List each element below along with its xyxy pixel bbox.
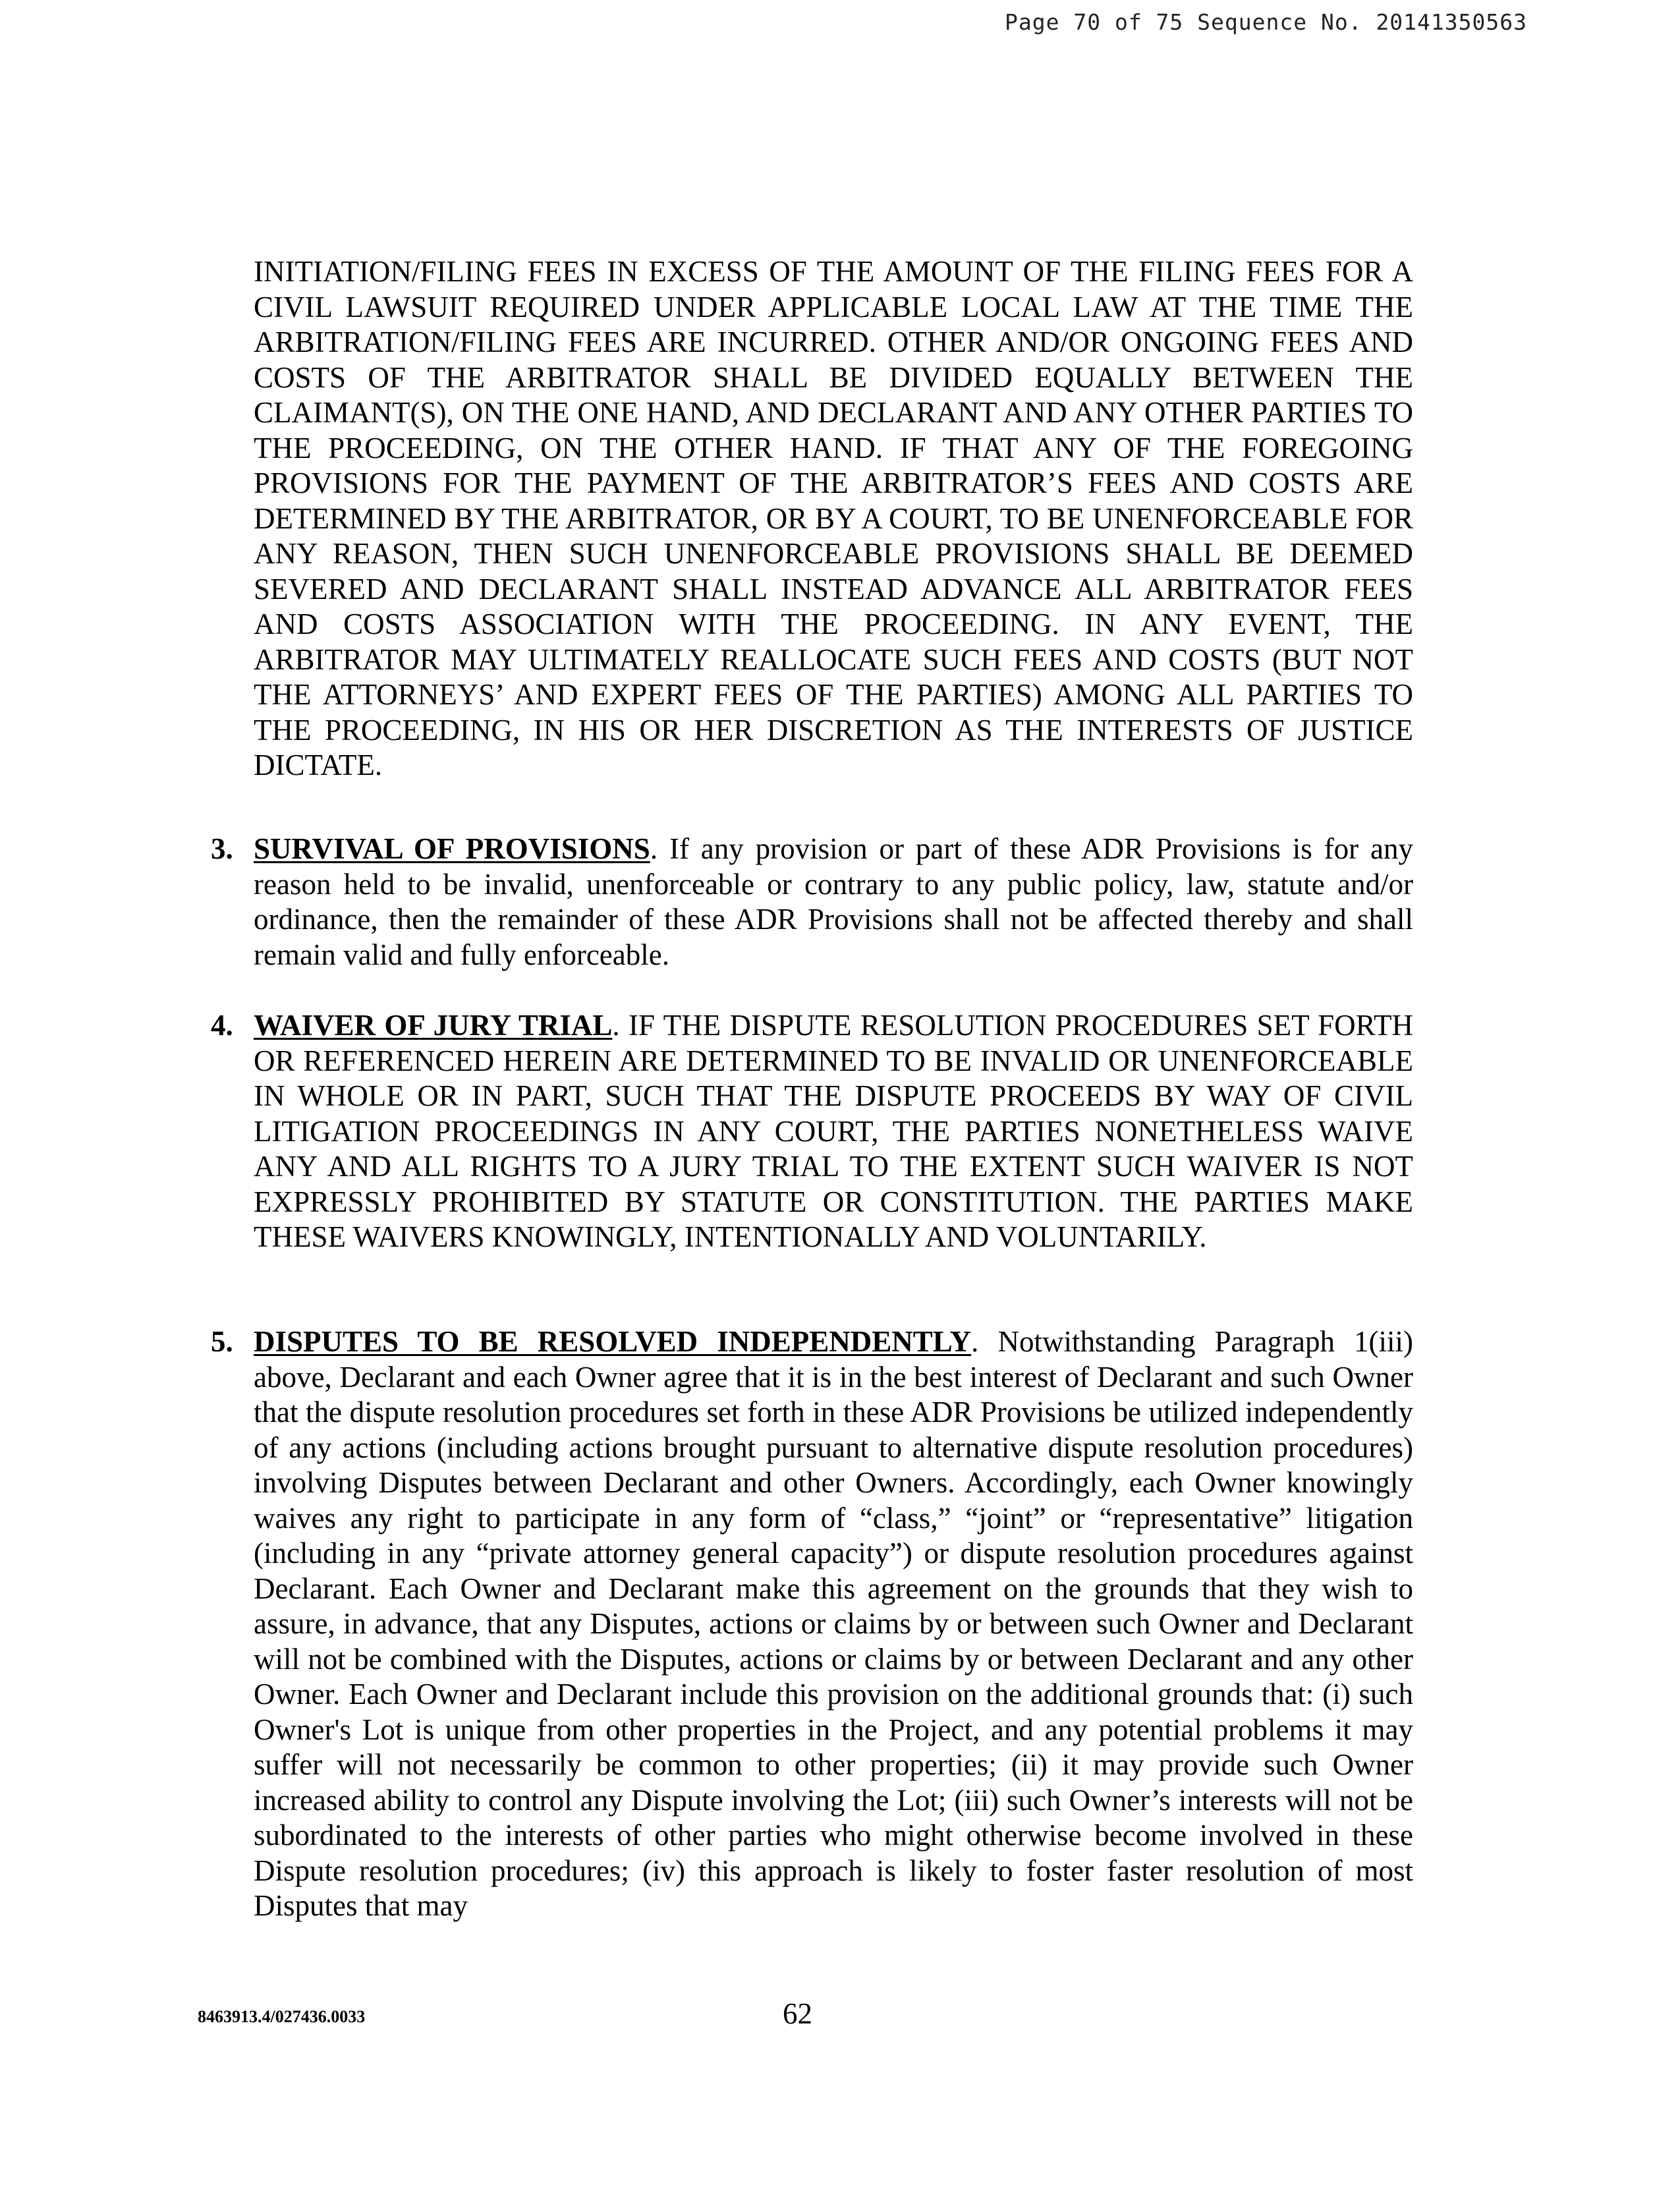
- section-body: [254, 1324, 1413, 1924]
- section-body: [254, 832, 1413, 973]
- section-number: 5.: [211, 1325, 233, 1358]
- section-text: . If any provision or part of these ADR Provisions is for any reason held to be invalid, unenforceable or contrary to any public policy, law, statute and/or ordinance, then the remainder of these ADR Provisions shall not be affected thereby and shall remain valid and fully enforceable.: [254, 832, 1413, 971]
- page-number: 62: [783, 1997, 812, 2030]
- section-heading: WAIVER OF JURY TRIAL: [254, 1009, 613, 1042]
- intro-paragraph: INITIATION/FILING FEES IN EXCESS OF THE AMOUNT OF THE FILING FEES FOR A CIVIL LAWSUIT REQUIRED UNDER APPLICABLE LOCAL LAW AT THE TIME THE ARBITRATION/FILING FEES ARE INCURRED. OTHER AND/OR ONGOING FEES AND COSTS OF THE ARBITRATOR SHALL BE DIVIDED EQUALLY BETWEEN THE CLAIMANT(S), ON THE ONE HAND, AND DECLARANT AND ANY OTHER PARTIES TO THE PROCEEDING, ON THE OTHER HAND. IF THAT ANY OF THE FOREGOING PROVISIONS FOR THE PAYMENT OF THE ARBITRATOR’S FEES AND COSTS ARE DETERMINED BY THE ARBITRATOR, OR BY A COURT, TO BE UNENFORCEABLE FOR ANY REASON, THEN SUCH UNENFORCEABLE PROVISIONS SHALL BE DEEMED SEVERED AND DECLARANT SHALL INSTEAD ADVANCE ALL ARBITRATOR FEES AND COSTS ASSOCIATION WITH THE PROCEEDING. IN ANY EVENT, THE ARBITRATOR MAY ULTIMATELY REALLOCATE SUCH FEES AND COSTS (BUT NOT THE ATTORNEYS’ AND EXPERT FEES OF THE PARTIES) AMONG ALL PARTIES TO THE PROCEEDING, IN HIS OR HER DISCRETION AS THE INTERESTS OF JUSTICE DICTATE.: [254, 255, 1413, 781]
- section-heading: SURVIVAL OF PROVISIONS: [254, 832, 650, 865]
- section-number: 4.: [211, 1009, 233, 1042]
- section-heading: DISPUTES TO BE RESOLVED INDEPENDENTLY: [254, 1325, 972, 1358]
- document-id: 8463913.4/027436.0033: [198, 2007, 366, 2026]
- section-body: [254, 1008, 1413, 1255]
- page-sequence-header: Page 70 of 75 Sequence No. 20141350563: [1005, 9, 1527, 35]
- section-text: . IF THE DISPUTE RESOLUTION PROCEDURES SET FORTH OR REFERENCED HEREIN ARE DETERMINED TO BE INVALID OR UNENFORCEABLE IN WHOLE OR IN PART, SUCH THAT THE DISPUTE PROCEEDS BY WAY OF CIVIL LITIGATION PROCEEDINGS IN ANY COURT, THE PARTIES NONETHELESS WAIVE ANY AND ALL RIGHTS TO A JURY TRIAL TO THE EXTENT SUCH WAIVER IS NOT EXPRESSLY PROHIBITED BY STATUTE OR CONSTITUTION. THE PARTIES MAKE THESE WAIVERS KNOWINGLY, INTENTIONALLY AND VOLUNTARILY.: [254, 1009, 1413, 1253]
- section-number: 3.: [211, 832, 233, 865]
- section-text: . Notwithstanding Paragraph 1(iii) above, Declarant and each Owner agree that it is in the best interest of Declarant and such Owner that the dispute resolution procedures set forth in these ADR Provisions be utilized independently of any actions (including actions brought pursuant to alternative dispute resolution procedures) involving Disputes between Declarant and other Owners. Accordingly, each Owner knowingly waives any right to participate in any form of “class,” “joint” or “representative” litigation (including in any “private attorney general capacity”) or dispute resolution procedures against Declarant. Each Owner and Declarant make this agreement on the grounds that they wish to assure, in advance, that any Disputes, actions or claims by or between such Owner and Declarant will not be combined with the Disputes, actions or claims by or between Declarant and any other Owner. Each Owner and Declarant include this provision on the additional grounds that: (i) such Owner's Lot is unique from other properties in the Project, and any potential problems it may suffer will not necessarily be common to other properties; (ii) it may provide such Owner increased ability to control any Dispute involving the Lot; (iii) such Owner’s interests will not be subordinated to the interests of other parties who might otherwise become involved in these Dispute resolution procedures; (iv) this approach is likely to foster faster resolution of most Disputes that may: [254, 1325, 1413, 1922]
